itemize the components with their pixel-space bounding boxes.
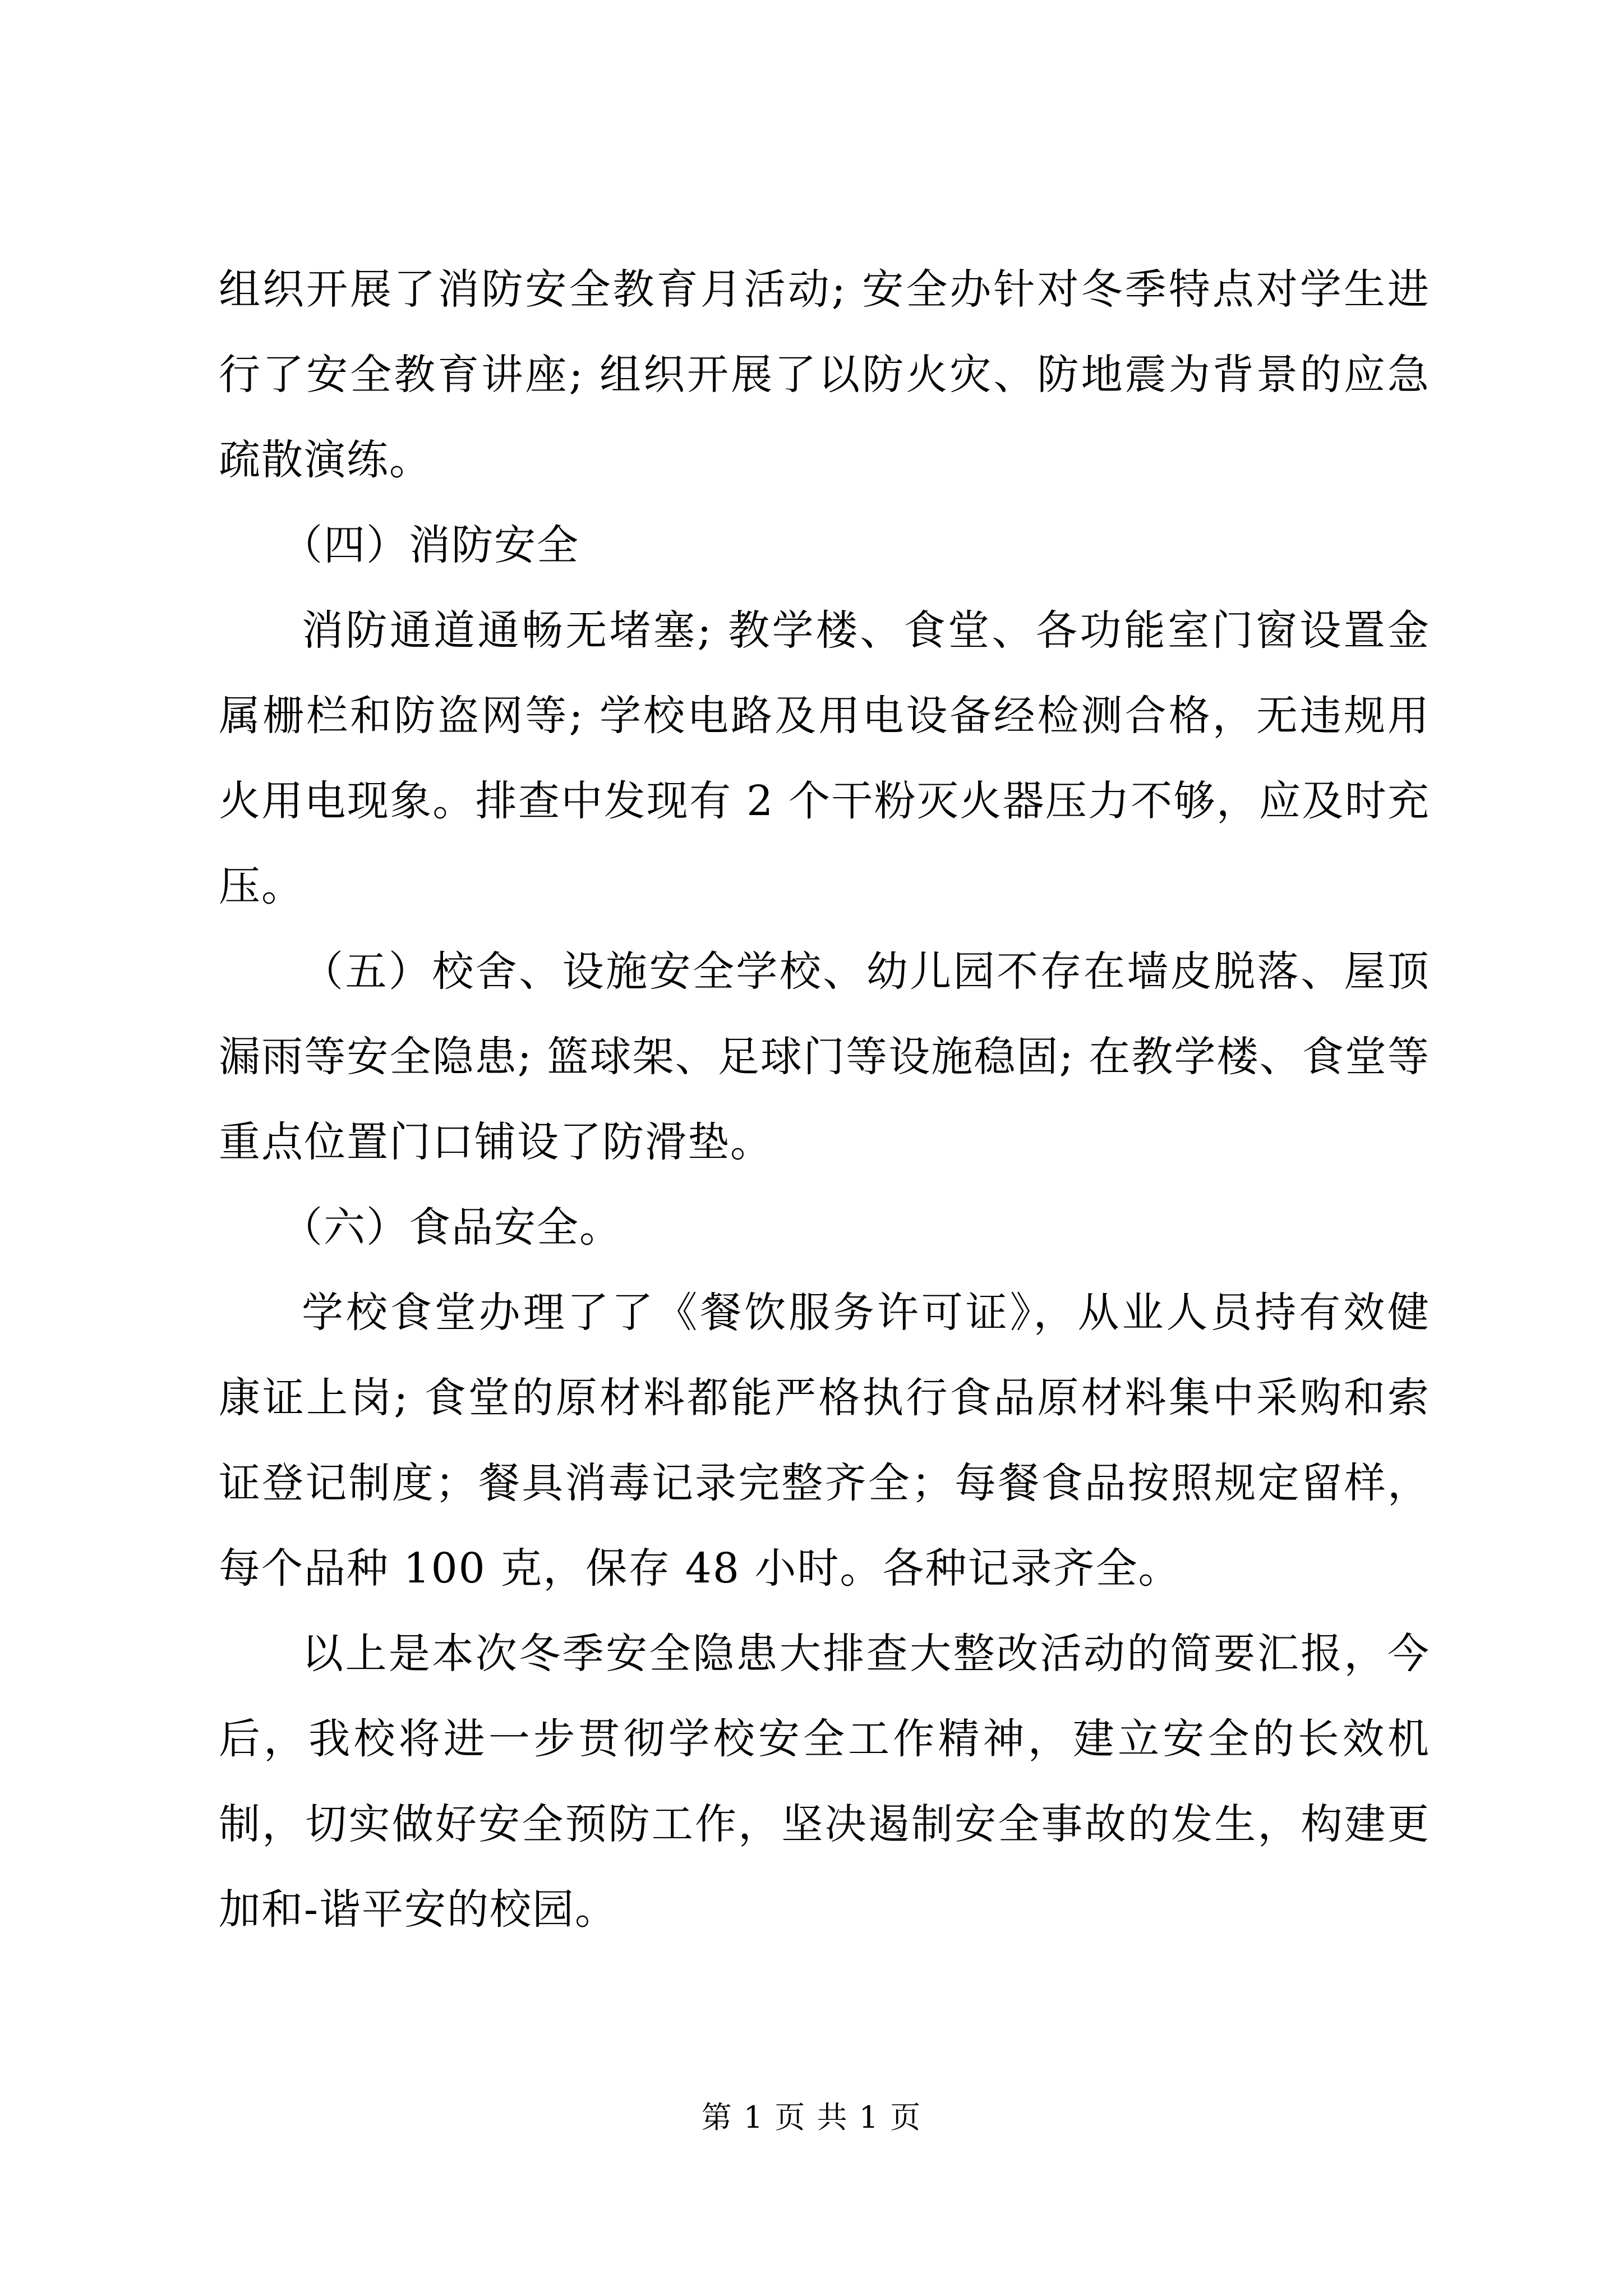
paragraph-fire-safety: 消防通道通畅无堵塞; 教学楼、食堂、各功能室门窗设置金属栅栏和防盗网等; 学校电路及用电设备经检测合格，无违规用火用电现象。排查中发现有 2 个干粉灭火器压力不够，应及时充压。 bbox=[219, 606, 1430, 910]
paragraph-building-safety: （五）校舍、设施安全学校、幼儿园不存在墙皮脱落、屋顶漏雨等安全隐患; 篮球架、足球门等设施稳固; 在教学楼、食堂等重点位置门口铺设了防滑垫。 bbox=[219, 947, 1430, 1166]
paragraph-summary: 以上是本次冬季安全隐患大排查大整改活动的简要汇报，今后，我校将进一步贯彻学校安全工作精神，建立安全的长效机制，切实做好安全预防工作，坚决遏制安全事故的发生，构建更加和-谐平安的校园。 bbox=[219, 1630, 1430, 1934]
page-footer: 第 1 页 共 1 页 bbox=[701, 2100, 922, 2135]
section-heading-fire-safety: （四）消防安全 bbox=[281, 521, 579, 569]
paragraph-fire-education: 组织开展了消防安全教育月活动; 安全办针对冬季特点对学生进行了安全教育讲座; 组织开展了以防火灾、防地震为背景的应急疏散演练。 bbox=[219, 265, 1430, 484]
document-body bbox=[219, 247, 1430, 1952]
section-heading-food-safety: （六）食品安全。 bbox=[281, 1203, 622, 1251]
paragraph-food-safety: 学校食堂办理了了《餐饮服务许可证》，从业人员持有效健康证上岗; 食堂的原材料都能严格执行食品原材料集中采购和索证登记制度；餐具消毒记录完整齐全；每餐食品按照规定留样，每个品种 100 克，保存 48 小时。各种记录齐全。 bbox=[219, 1289, 1430, 1593]
